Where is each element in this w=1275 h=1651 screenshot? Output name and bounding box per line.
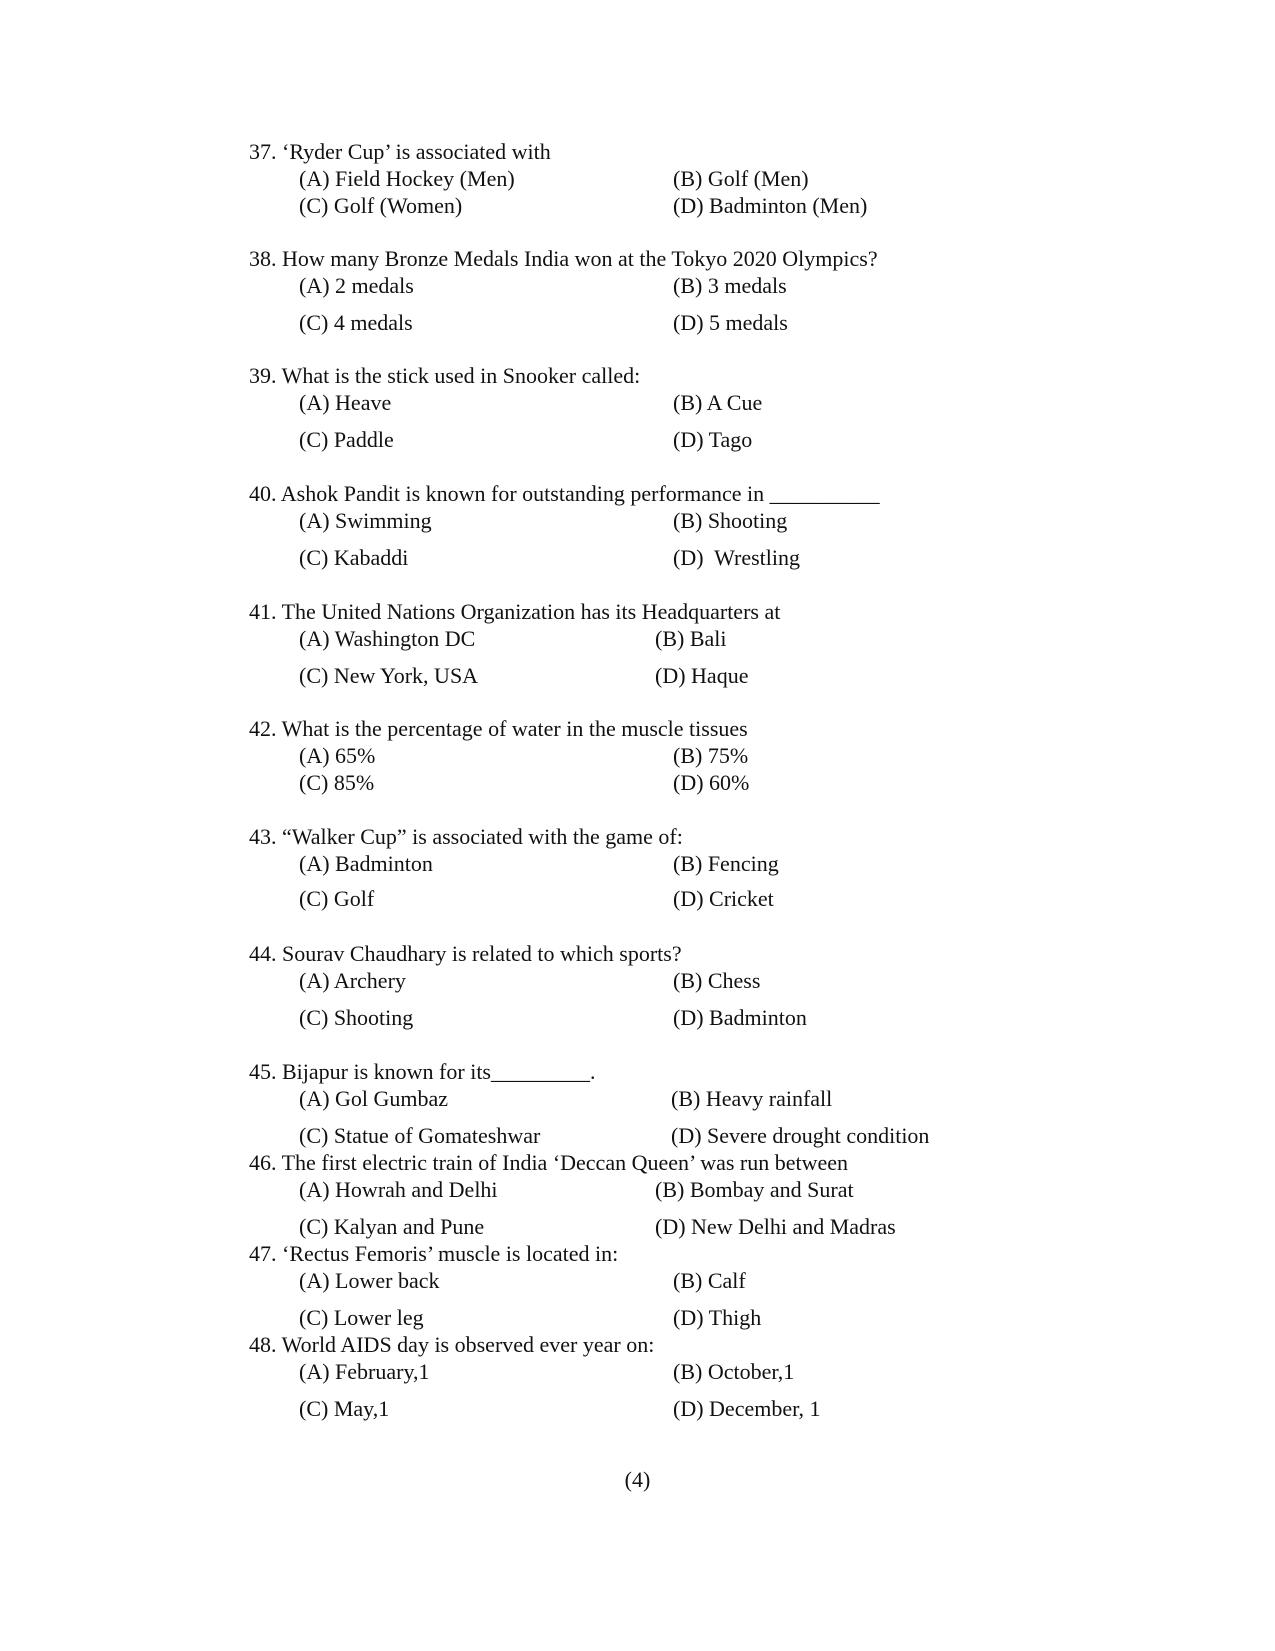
option-c: (C) Kalyan and Pune — [299, 1214, 485, 1239]
option-b: (B) 3 medals — [673, 273, 787, 298]
option-d: (D) December, 1 — [673, 1396, 821, 1421]
question-stem — [249, 362, 640, 389]
question-stem — [249, 715, 748, 742]
question-38 — [249, 245, 878, 336]
option-c: (C) Shooting — [299, 1005, 414, 1030]
question-number: 44. — [249, 941, 277, 966]
option-d: (D) Thigh — [673, 1305, 762, 1330]
question-45 — [249, 1058, 930, 1149]
option-d: (D) Severe drought condition — [671, 1123, 930, 1148]
page-number: (4) — [624, 1467, 651, 1492]
option-b: (B) Golf (Men) — [673, 166, 809, 191]
option-a: (A) Lower back — [299, 1268, 440, 1293]
question-number: 45. — [249, 1059, 277, 1084]
option-b: (B) Bombay and Surat — [655, 1177, 854, 1202]
option-a: (A) Gol Gumbaz — [299, 1086, 449, 1111]
option-a: (A) February,1 — [299, 1359, 430, 1384]
option-d: (D) New Delhi and Madras — [655, 1214, 896, 1239]
option-d: (D) 60% — [673, 770, 750, 795]
question-stem — [249, 598, 780, 625]
question-text: The United Nations Organization has its Headquarters at — [281, 599, 781, 624]
question-stem — [249, 245, 878, 272]
option-b: (B) Heavy rainfall — [671, 1086, 833, 1111]
question-text: ‘Ryder Cup’ is associated with — [282, 139, 551, 164]
question-37 — [249, 138, 868, 219]
option-b: (B) Fencing — [673, 851, 779, 876]
option-a: (A) Archery — [299, 968, 406, 993]
option-b: (B) Chess — [673, 968, 761, 993]
option-b: (B) Calf — [673, 1268, 746, 1293]
option-c: (C) Golf (Women) — [299, 193, 463, 218]
option-d: (D) 5 medals — [673, 310, 788, 335]
question-48 — [249, 1331, 821, 1422]
option-a: (A) 2 medals — [299, 273, 414, 298]
question-text: What is the stick used in Snooker called: — [281, 363, 641, 388]
question-number: 37. — [249, 139, 277, 164]
question-stem — [249, 1240, 618, 1267]
option-a: (A) Howrah and Delhi — [299, 1177, 498, 1202]
question-number: 43. — [249, 824, 277, 849]
question-stem — [249, 1331, 654, 1358]
question-text: World AIDS day is observed ever year on: — [281, 1332, 655, 1357]
question-text: ‘Rectus Femoris’ muscle is located in: — [282, 1241, 619, 1266]
question-stem — [249, 1058, 596, 1085]
option-c: (C) 4 medals — [299, 310, 413, 335]
option-a: (A) 65% — [299, 743, 376, 768]
question-text: Bijapur is known for its_________. — [282, 1059, 596, 1084]
question-number: 42. — [249, 716, 277, 741]
option-d: (D) Haque — [655, 663, 749, 688]
option-d: (D) Wrestling — [673, 545, 801, 570]
question-text: The first electric train of India ‘Deccan Queen’ was run between — [281, 1150, 849, 1175]
question-39 — [249, 362, 763, 453]
question-text: Sourav Chaudhary is related to which sports? — [282, 941, 682, 966]
question-44 — [249, 940, 807, 1031]
question-47 — [249, 1240, 762, 1331]
question-number: 48. — [249, 1332, 277, 1357]
option-b: (B) A Cue — [673, 390, 763, 415]
question-41 — [249, 598, 780, 689]
option-c: (C) Paddle — [299, 427, 394, 452]
question-stem — [249, 940, 682, 967]
option-d: (D) Badminton (Men) — [673, 193, 868, 218]
option-a: (A) Field Hockey (Men) — [299, 166, 515, 191]
option-c: (C) 85% — [299, 770, 375, 795]
option-c: (C) Kabaddi — [299, 545, 409, 570]
question-number: 46. — [249, 1150, 277, 1175]
question-number: 41. — [249, 599, 277, 624]
question-42 — [249, 715, 748, 796]
question-number: 40. — [249, 481, 277, 506]
option-c: (C) Lower leg — [299, 1305, 424, 1330]
option-a: (A) Badminton — [299, 851, 433, 876]
option-c: (C) New York, USA — [299, 663, 479, 688]
option-d: (D) Badminton — [673, 1005, 807, 1030]
question-number: 47. — [249, 1241, 277, 1266]
option-c: (C) Golf — [299, 886, 375, 911]
question-stem — [249, 480, 880, 507]
option-b: (B) October,1 — [673, 1359, 795, 1384]
option-d: (D) Cricket — [673, 886, 774, 911]
question-number: 38. — [249, 246, 277, 271]
question-43 — [249, 823, 779, 912]
option-a: (A) Heave — [299, 390, 392, 415]
option-a: (A) Washington DC — [299, 626, 476, 651]
option-d: (D) Tago — [673, 427, 753, 452]
question-text: What is the percentage of water in the muscle tissues — [281, 716, 748, 741]
option-c: (C) May,1 — [299, 1396, 390, 1421]
option-b: (B) Bali — [655, 626, 727, 651]
question-46 — [249, 1149, 896, 1240]
option-b: (B) 75% — [673, 743, 749, 768]
option-a: (A) Swimming — [299, 508, 432, 533]
question-text: How many Bronze Medals India won at the Tokyo 2020 Olympics? — [282, 246, 878, 271]
question-text: Ashok Pandit is known for outstanding performance in __________ — [280, 481, 880, 506]
question-stem — [249, 1149, 848, 1176]
question-text: “Walker Cup” is associated with the game of: — [282, 824, 683, 849]
question-number: 39. — [249, 363, 277, 388]
question-stem — [249, 138, 551, 165]
option-b: (B) Shooting — [673, 508, 788, 533]
question-40 — [249, 480, 880, 571]
option-c: (C) Statue of Gomateshwar — [299, 1123, 541, 1148]
question-stem — [249, 823, 683, 850]
